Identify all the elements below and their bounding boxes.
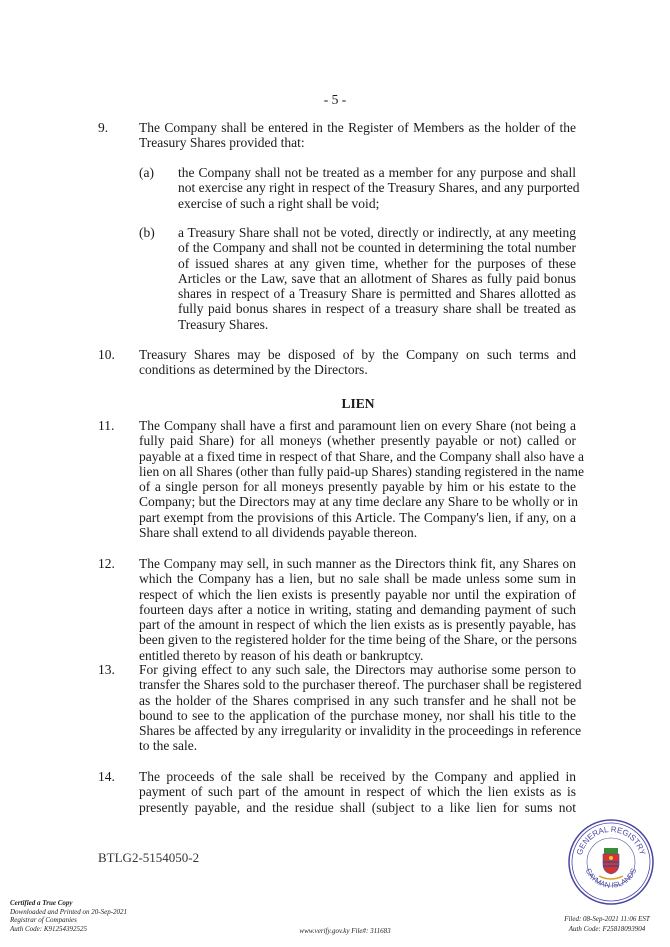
article-9-text	[139, 120, 576, 151]
subitem-label: (b)	[139, 225, 155, 240]
text-line: The Company may sell, in such manner as the Directors think fit, any Shares on	[139, 556, 576, 571]
certified-label: Certified a True Copy	[10, 899, 73, 907]
article-number: 13.	[98, 662, 115, 677]
section-heading: LIEN	[341, 396, 375, 411]
text-line: presently payable, and the residue shall (subject to a like lien for sums not	[139, 799, 576, 815]
auth-code-left: Auth Code: K91254392525	[10, 924, 87, 933]
article-number: 10.	[98, 347, 115, 362]
verify-link[interactable]: www.verify.gov.ky File#: 311683	[299, 927, 391, 935]
svg-text:GENERAL REGISTRY: GENERAL REGISTRY	[574, 824, 648, 857]
text-line: entitled thereto by reason of his death or bankruptcy.	[139, 647, 424, 663]
text-line: Company; but the Directors may at any time declare any Share to be wholly or in	[139, 494, 579, 510]
text-line: not exercise any right in respect of the Treasury Shares, and any purported	[178, 180, 580, 196]
text-line: fully paid bonus shares in respect of a treasury share shall be treated as	[178, 301, 576, 317]
text-line: which the Company has a lien, but no sale shall be made unless some sum in	[139, 571, 576, 587]
subitem-a-text	[178, 165, 580, 211]
text-line: of issued shares at any given time, whether for the purposes of these	[178, 255, 576, 271]
article-number: 9.	[98, 120, 109, 135]
subitem-b-text	[178, 225, 576, 332]
registrar-label: Registrar of Companies	[10, 916, 77, 924]
text-line: fourteen days after a notice in writing, stating and demanding payment of such	[139, 601, 576, 617]
filed-date: Filed: 08-Sep-2021 11:06 EST	[564, 915, 650, 923]
text-line: For giving effect to any such sale, the Directors may authorise some person to	[139, 662, 576, 677]
downloaded-date: Downloaded and Printed on 20-Sep-2021	[10, 907, 128, 916]
text-line: Shares be affected by any irregularity or invalidity in the proceedings in reference	[139, 723, 582, 739]
text-line: The proceeds of the sale shall be received by the Company and applied in	[139, 769, 576, 784]
text-line: The Company shall be entered in the Register of Members as the holder of the	[139, 120, 576, 135]
svg-text:CAYMAN ISLANDS: CAYMAN ISLANDS	[583, 866, 639, 890]
registry-seal-icon	[567, 818, 655, 906]
article-number: 11.	[98, 418, 115, 433]
filed-block	[552, 914, 662, 934]
text-line: part of the amount in respect of which the lien exists as is presently payable, has	[139, 617, 576, 633]
text-line: of the Company and shall not be counted in determining the total number	[178, 240, 576, 256]
text-line: transfer the Shares sold to the purchaser thereof. The purchaser shall be registered	[139, 677, 582, 693]
text-line: Treasury Shares may be disposed of by the Company on such terms and	[139, 347, 576, 362]
subitem-label: (a)	[139, 165, 154, 180]
text-line: shares in respect of a Treasury Share is permitted and Shares allotted as	[178, 286, 576, 302]
text-line: of a single person for all moneys presently payable by him or his estate to the	[139, 479, 576, 495]
text-line: conditions as determined by the Directors.	[139, 362, 368, 378]
page-number: - 5 -	[323, 92, 347, 107]
article-10-text	[139, 347, 576, 378]
article-13-text	[139, 662, 582, 754]
text-line: Share shall extend to all dividends payable thereon.	[139, 525, 418, 541]
text-line: part exempt from the provisions of this Article. The Company's lien, if any, on a	[139, 509, 576, 525]
text-line: to the sale.	[139, 738, 198, 754]
auth-code-right: Auth Code: F25818093904	[568, 925, 646, 933]
text-line: Articles or the Law, save that an allotment of Shares as fully paid bonus	[178, 270, 576, 286]
text-line: The Company shall have a first and paramount lien on every Share (not being a	[139, 418, 576, 433]
text-line: the Company shall not be treated as a member for any purpose and shall	[178, 165, 576, 180]
text-line: Treasury Shares provided that:	[139, 135, 305, 151]
article-number: 12.	[98, 556, 115, 571]
text-line: been given to the registered holder for the time being of the Share, or the persons	[139, 632, 577, 648]
article-number: 14.	[98, 769, 115, 784]
article-12-text	[139, 556, 576, 663]
text-line: respect of which the lien exists is presently payable nor until the expiration of	[139, 586, 576, 602]
text-line: payable at a fixed time in respect of that Share, and the Company shall also have a	[139, 448, 584, 464]
text-line: payment of such part of the amount in respect of which the lien exists as is	[139, 784, 576, 800]
article-11-text	[139, 418, 584, 541]
article-14-text	[139, 769, 576, 815]
text-line: as the holder of the Shares comprised in any such transfer and he shall not be	[139, 692, 576, 708]
text-line: bound to see to the application of the purchase money, nor shall his title to the	[139, 707, 576, 723]
text-line: fully paid Share) for all moneys (whether presently payable or not) called or	[139, 433, 576, 449]
text-line: lien on all Shares (other than fully paid-up Shares) standing registered in the name	[139, 463, 584, 479]
text-line: a Treasury Share shall not be voted, directly or indirectly, at any meeting	[178, 225, 576, 240]
text-line: exercise of such a right shall be void;	[178, 195, 380, 211]
document-id: BTLG2-5154050-2	[98, 850, 200, 865]
text-line: Treasury Shares.	[178, 316, 269, 332]
